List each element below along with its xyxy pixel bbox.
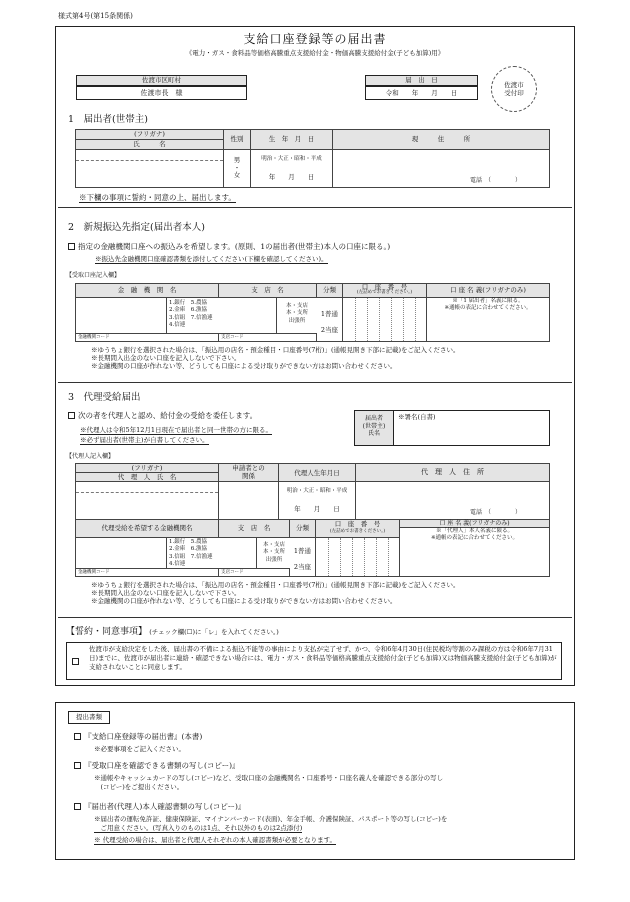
agent-bank-code[interactable]: 金融機関コード bbox=[76, 568, 219, 576]
section2-note: ※ゆうちょ銀行を選択された場合は、「振込用の店名・預金種目・口座番号(7桁)」(通帳見開き下部に記載)をご記入ください。 bbox=[91, 346, 460, 354]
agent-branch-code[interactable]: 支店コード bbox=[219, 568, 290, 576]
section3-notes bbox=[91, 581, 561, 605]
pledge-text: 佐渡市が支給決定をした後、届出書の不備による振込不能等の事由により支払が完了せず、かつ、令和6年4月30日(住民税均等割のみ課税の方は令和6年7月31日)までに、佐渡市が届出者に連絡・確認できない場合には、電力・ガス・食料品等価格高騰重点支援給付金(子ども加算)又は物価高騰支援給付金(子ども加算)が支給されないことに同意します。 bbox=[89, 645, 557, 672]
agent-type-option-ordinary[interactable]: 1普通 bbox=[293, 547, 312, 555]
birth-ymd[interactable]: 年 月 日 bbox=[268, 172, 315, 181]
submission-item: 『届出者(代理人)本人確認書類の写し(コピー)』 bbox=[74, 802, 245, 811]
agent-name-write-area[interactable] bbox=[76, 493, 218, 519]
agent-bank-name-input[interactable] bbox=[76, 538, 167, 568]
agent-branch-label: 支 店 名 bbox=[219, 520, 290, 538]
submission-box bbox=[55, 702, 575, 860]
agent-type-options[interactable] bbox=[290, 538, 316, 576]
bank-name-input[interactable] bbox=[76, 298, 167, 333]
agent-address-input[interactable] bbox=[356, 482, 550, 520]
agent-holder-label: 口 座 名 義(フリガナのみ) bbox=[400, 520, 549, 528]
branch-code[interactable]: 支店コード bbox=[219, 333, 317, 341]
account-number-input[interactable] bbox=[343, 298, 427, 341]
address-label: 現 住 所 bbox=[333, 130, 550, 150]
submission-note: ※通帳やキャッシュカードの写し(コピー)など、受取口座の金融機関名・口座番号・口座名義人を確認できる部分の写し bbox=[94, 774, 444, 782]
name-label: 氏 名 bbox=[76, 140, 224, 150]
agent-account-label: 口 座 番 号 (左詰めでお書きください。) bbox=[316, 520, 400, 538]
submission-note: ※必要事項をご記入ください。 bbox=[94, 745, 185, 753]
submission-checkbox[interactable] bbox=[74, 733, 81, 740]
agent-furigana-label: (フリガナ) bbox=[76, 464, 219, 473]
section2-statement-row bbox=[68, 242, 390, 251]
holder-note: ※「1 届出者」名義に限る。 ※通帳の表記に合わせてください。 bbox=[444, 298, 532, 311]
pledge-heading: 【誓約・同意事項】 bbox=[66, 627, 148, 637]
submission-checkbox[interactable] bbox=[74, 762, 81, 769]
name-write-area[interactable] bbox=[76, 161, 223, 187]
date-label: 届 出 日 bbox=[365, 75, 478, 86]
agent-name-label: 代 理 人 氏 名 bbox=[76, 473, 219, 482]
section2-subnote: ※振込先金融機関口座確認書類を添付してください(下欄を確認してください)。 bbox=[95, 255, 328, 263]
agent-type-label: 分類 bbox=[290, 520, 316, 538]
agent-bank-type-options[interactable]: 1.銀行 5.農協 2.金庫 6.漁協 3.信組 7.信漁連 4.信連 bbox=[169, 539, 213, 568]
agent-holder-input[interactable] bbox=[400, 544, 549, 576]
holder-label: 口 座 名 義(フリガナのみ) bbox=[427, 284, 549, 298]
divider bbox=[58, 382, 572, 383]
birth-era[interactable]: 明治・大正・昭和・平成 bbox=[261, 156, 322, 162]
submission-note: ※届出者の運転免許証、健康保険証、マイナンバーカード(表面)、年金手帳、介護保険証、パスポート等の写し(コピー)を bbox=[94, 815, 448, 823]
type-label: 分類 bbox=[317, 284, 343, 298]
agent-birth-era[interactable]: 明治・大正・昭和・平成 bbox=[286, 488, 348, 495]
section1-note: ※下欄の事項に誓約・同意の上、届出します。 bbox=[79, 193, 236, 202]
reception-stamp: 佐渡市 受付印 bbox=[491, 66, 537, 112]
bank-label: 金 融 機 関 名 bbox=[76, 284, 219, 298]
signer-signature-field[interactable]: ※署名(自書) bbox=[393, 410, 550, 446]
pledge-box bbox=[66, 642, 562, 680]
agent-name-input[interactable] bbox=[76, 482, 219, 520]
agent-birth-ymd[interactable]: 年 月 日 bbox=[294, 505, 340, 513]
agent-tel-field[interactable]: 電話 （ ） bbox=[469, 508, 521, 516]
agent-type-option-current[interactable]: 2当座 bbox=[293, 563, 312, 572]
section2-checkbox[interactable] bbox=[68, 243, 75, 250]
section2-notes bbox=[91, 346, 561, 370]
section3-note: ※長期間入出金のない口座を記入しないで下さい。 bbox=[91, 589, 241, 598]
section3-heading: 3 代理受給届出 bbox=[68, 392, 141, 403]
submission-note: (コピー)をご提出ください。 bbox=[94, 783, 184, 791]
section3-statement-row bbox=[68, 411, 257, 420]
agent-furigana-input[interactable] bbox=[76, 483, 218, 493]
form-title: 支給口座登録等の届出書 bbox=[243, 32, 387, 46]
submission-checkbox[interactable] bbox=[74, 803, 81, 810]
agent-branch-type-options[interactable]: 本・支店 本・支所 出張所 bbox=[262, 542, 285, 563]
relation-input[interactable] bbox=[219, 482, 279, 520]
account-table-1 bbox=[75, 283, 550, 342]
type-options[interactable] bbox=[317, 298, 343, 341]
agent-holder-note: ※「代理人」本人名義に限る。 ※通帳の表記に合わせてください。 bbox=[430, 528, 519, 541]
signer-label: 届出者 (世帯主) 氏名 bbox=[354, 410, 394, 446]
agent-table bbox=[75, 463, 550, 520]
tel-field[interactable]: 電話 （ ） bbox=[469, 176, 521, 184]
relation-label: 申請者との 関係 bbox=[219, 464, 279, 482]
divider bbox=[58, 207, 572, 208]
furigana-label: (フリガナ) bbox=[76, 130, 224, 140]
holder-input[interactable] bbox=[427, 312, 549, 341]
type-option-ordinary[interactable]: 1普通 bbox=[320, 310, 339, 318]
date-field[interactable]: 令和 年 月 日 bbox=[365, 86, 478, 100]
agent-branch-name-input[interactable] bbox=[219, 538, 257, 568]
applicant-table bbox=[75, 129, 550, 188]
section2-note: ※長期間入出金のない口座を記入しないで下さい。 bbox=[91, 354, 241, 363]
agent-account-number-input[interactable] bbox=[316, 538, 400, 576]
branch-name-input[interactable] bbox=[219, 298, 277, 333]
section3-statement: 次の者を代理人と認め、給付金の受給を委任します。 bbox=[78, 411, 258, 420]
section3-note2: ※必ず届出者(世帯主)が自書してください。 bbox=[80, 436, 209, 444]
section3-note: ※ゆうちょ銀行を選択された場合は、「振込用の店名・預金種目・口座番号(7桁)」(通帳見開き下部に記載)をご記入ください。 bbox=[91, 581, 460, 589]
bank-type-options[interactable]: 1.銀行 5.農協 2.金庫 6.漁協 3.信組 7.信漁連 4.信連 bbox=[169, 300, 213, 329]
addressee: 佐渡市長 様 bbox=[76, 86, 247, 100]
submission-label: 提出書類 bbox=[68, 711, 110, 724]
submission-item: 『受取口座を確認できる書類の写し(コピー)』 bbox=[74, 761, 240, 770]
sex-options[interactable]: 男 ・ 女 bbox=[224, 150, 251, 188]
pledge-checkbox[interactable] bbox=[72, 658, 79, 665]
agent-birth-label: 代理人生年月日 bbox=[279, 464, 356, 482]
agent-bank-label: 代理受給を希望する金融機関名 bbox=[76, 520, 219, 538]
section2-heading: 2 新規振込先指定(届出者本人) bbox=[68, 222, 205, 233]
section3-note1: ※代理人は令和5年12月1日現在で届出者と同一世帯の方に限る。 bbox=[80, 426, 273, 434]
branch-label: 支 店 名 bbox=[219, 284, 317, 298]
name-input[interactable] bbox=[76, 150, 224, 188]
submission-note: ご用意ください。(写真入りのものは1点、それ以外のものは2点添付) bbox=[94, 824, 303, 832]
branch-type-options[interactable]: 本・支店 本・支所 出張所 bbox=[285, 303, 308, 324]
form-subtitle: 《電力・ガス・食料品等価格高騰重点支援給付金・物価高騰支援給付金(子ども加算)用》 bbox=[185, 49, 445, 57]
addressee-label: 佐渡市区町村 bbox=[76, 75, 247, 86]
section2-statement: 指定の金融機関口座への振込みを希望します。(原則、1の届出者(世帯主)本人の口座に限る。) bbox=[78, 242, 391, 251]
birth-label: 生 年 月 日 bbox=[251, 130, 333, 150]
section1-heading: 1 届出者(世帯主) bbox=[68, 114, 148, 125]
section2-caption: 【受取口座記入欄】 bbox=[66, 272, 121, 279]
section2-note: ※金融機関の口座が作れない等、どうしても口座による受け取りができない方はお問い合わせください。 bbox=[91, 362, 397, 371]
account-table-2 bbox=[75, 519, 550, 577]
section3-checkbox[interactable] bbox=[68, 412, 75, 419]
submission-note: ※ 代理受給の場合は、届出者と代理人それぞれの本人確認書類が必要となります。 bbox=[94, 836, 337, 844]
account-label: 口 座 番 号 (左詰めでお書きください。) bbox=[343, 284, 427, 298]
agent-address-label: 代 理 人 住 所 bbox=[356, 464, 550, 482]
bank-code[interactable]: 金融機関コード bbox=[76, 333, 219, 341]
pledge-heading-sub: (チェック欄(☐)に「レ」を入れてください。) bbox=[149, 628, 279, 636]
form-number: 様式第4号(第15条関係) bbox=[58, 12, 133, 20]
address-input[interactable] bbox=[333, 150, 550, 188]
submission-item: 『支給口座登録等の届出書』(本書) bbox=[74, 732, 202, 741]
type-option-current[interactable]: 2当座 bbox=[320, 326, 339, 335]
divider bbox=[58, 617, 572, 618]
furigana-input[interactable] bbox=[76, 150, 223, 161]
pledge-heading-row bbox=[66, 627, 279, 638]
section3-note: ※金融機関の口座が作れない等、どうしても口座による受け取りができない方はお問い合わせください。 bbox=[91, 597, 397, 606]
section3-caption: 【代理人記入欄】 bbox=[66, 453, 115, 460]
sex-label: 性別 bbox=[224, 130, 251, 150]
